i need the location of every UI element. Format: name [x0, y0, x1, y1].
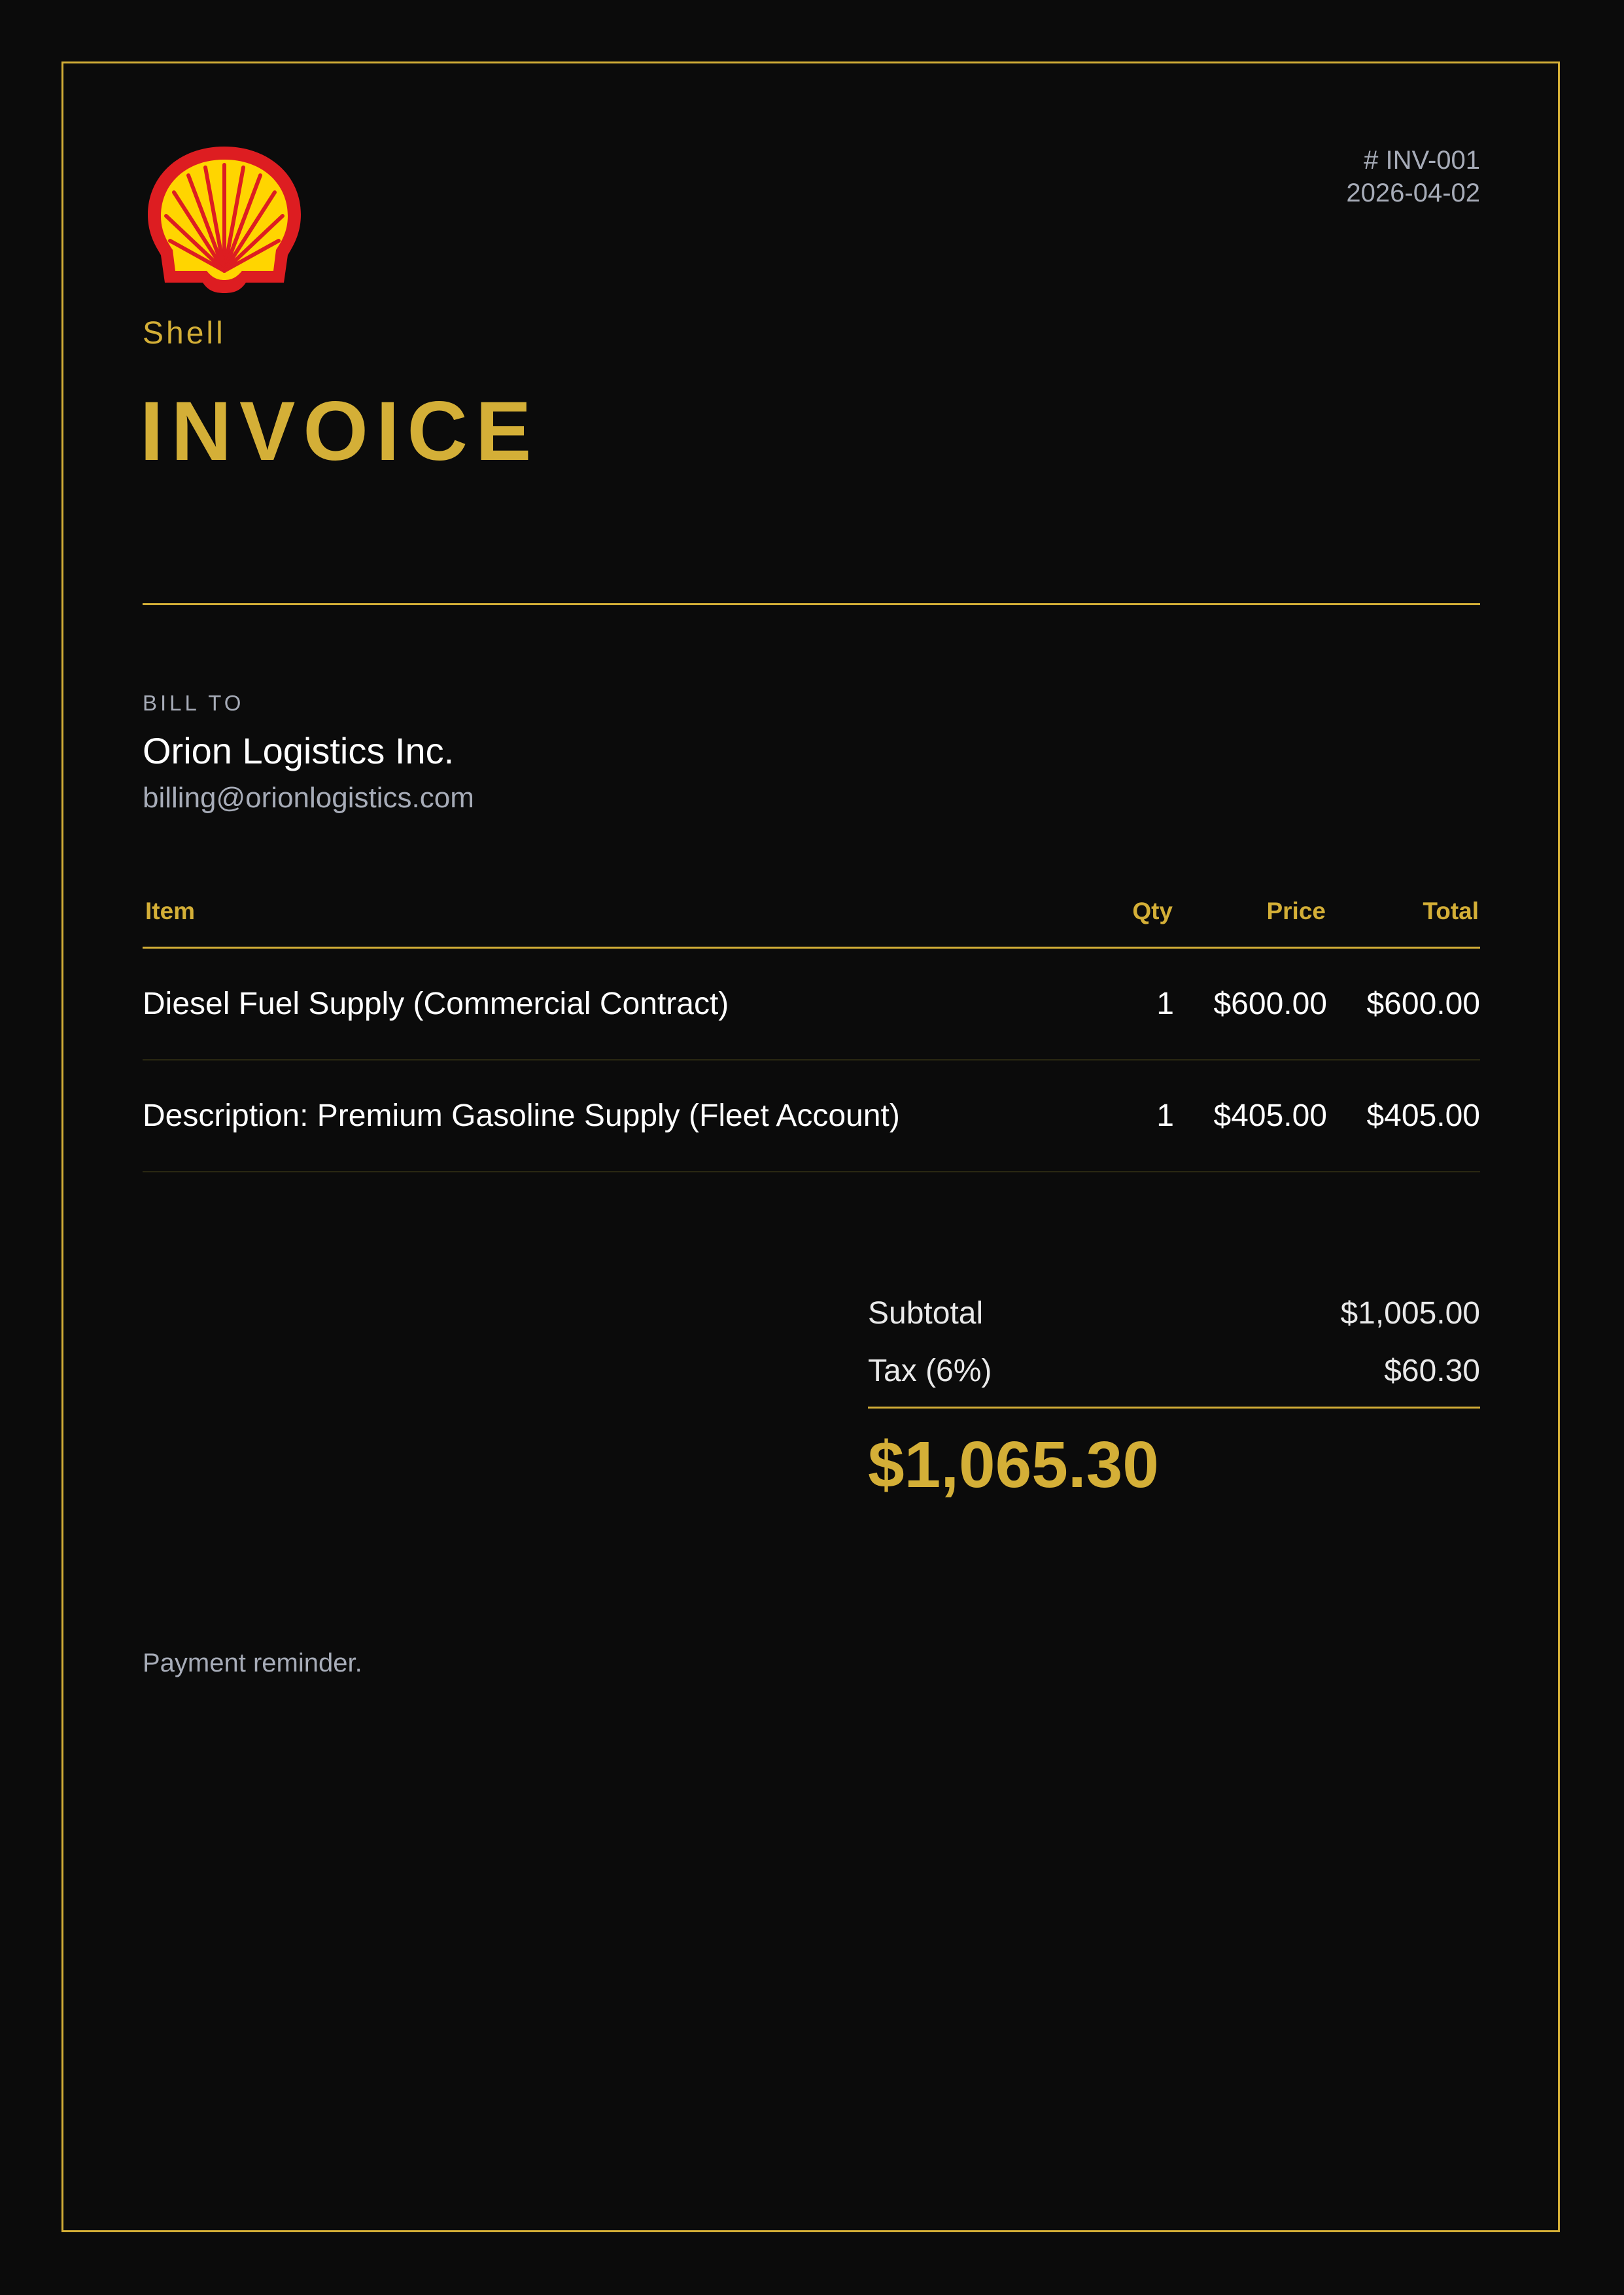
invoice-number: # INV-001 — [1364, 146, 1480, 175]
tax-row — [868, 1340, 1480, 1397]
bill-to-name: Orion Logistics Inc. — [143, 730, 455, 771]
column-header-qty: Qty — [1132, 898, 1173, 924]
tax-value: $60.30 — [1384, 1354, 1480, 1388]
column-header-price: Price — [1266, 898, 1326, 924]
footer-note: Payment reminder. — [143, 1649, 362, 1677]
invoice-meta — [1346, 144, 1480, 209]
line-items-table — [143, 883, 1480, 1172]
row-price: $405.00 — [1213, 1098, 1327, 1133]
bill-to-email: billing@orionlogistics.com — [143, 782, 474, 814]
row-item: Description: Premium Gasoline Supply (Fleet Account) — [143, 1098, 900, 1133]
totals-divider — [868, 1407, 1480, 1409]
shell-logo-icon — [143, 143, 306, 294]
page-title: INVOICE — [140, 385, 540, 478]
table-row — [143, 1060, 1480, 1172]
tax-label: Tax (6%) — [868, 1354, 992, 1388]
company-name: Shell — [143, 316, 226, 351]
bill-to-label: BILL TO — [143, 691, 245, 715]
subtotal-row — [868, 1282, 1480, 1340]
row-total: $600.00 — [1366, 987, 1480, 1021]
subtotal-label: Subtotal — [868, 1296, 984, 1331]
row-price: $600.00 — [1213, 987, 1327, 1021]
header-divider — [143, 603, 1480, 605]
invoice-date: 2026-04-02 — [1346, 179, 1480, 207]
column-header-item: Item — [145, 898, 196, 924]
table-row — [143, 949, 1480, 1060]
table-header — [143, 883, 1480, 949]
row-total: $405.00 — [1366, 1098, 1480, 1133]
row-item: Diesel Fuel Supply (Commercial Contract) — [143, 987, 729, 1021]
row-qty: 1 — [1156, 1098, 1174, 1133]
column-header-total: Total — [1423, 898, 1479, 924]
totals-block — [868, 1282, 1480, 1501]
row-qty: 1 — [1156, 987, 1174, 1021]
grand-total: $1,065.30 — [868, 1428, 1159, 1501]
subtotal-value: $1,005.00 — [1340, 1296, 1480, 1331]
